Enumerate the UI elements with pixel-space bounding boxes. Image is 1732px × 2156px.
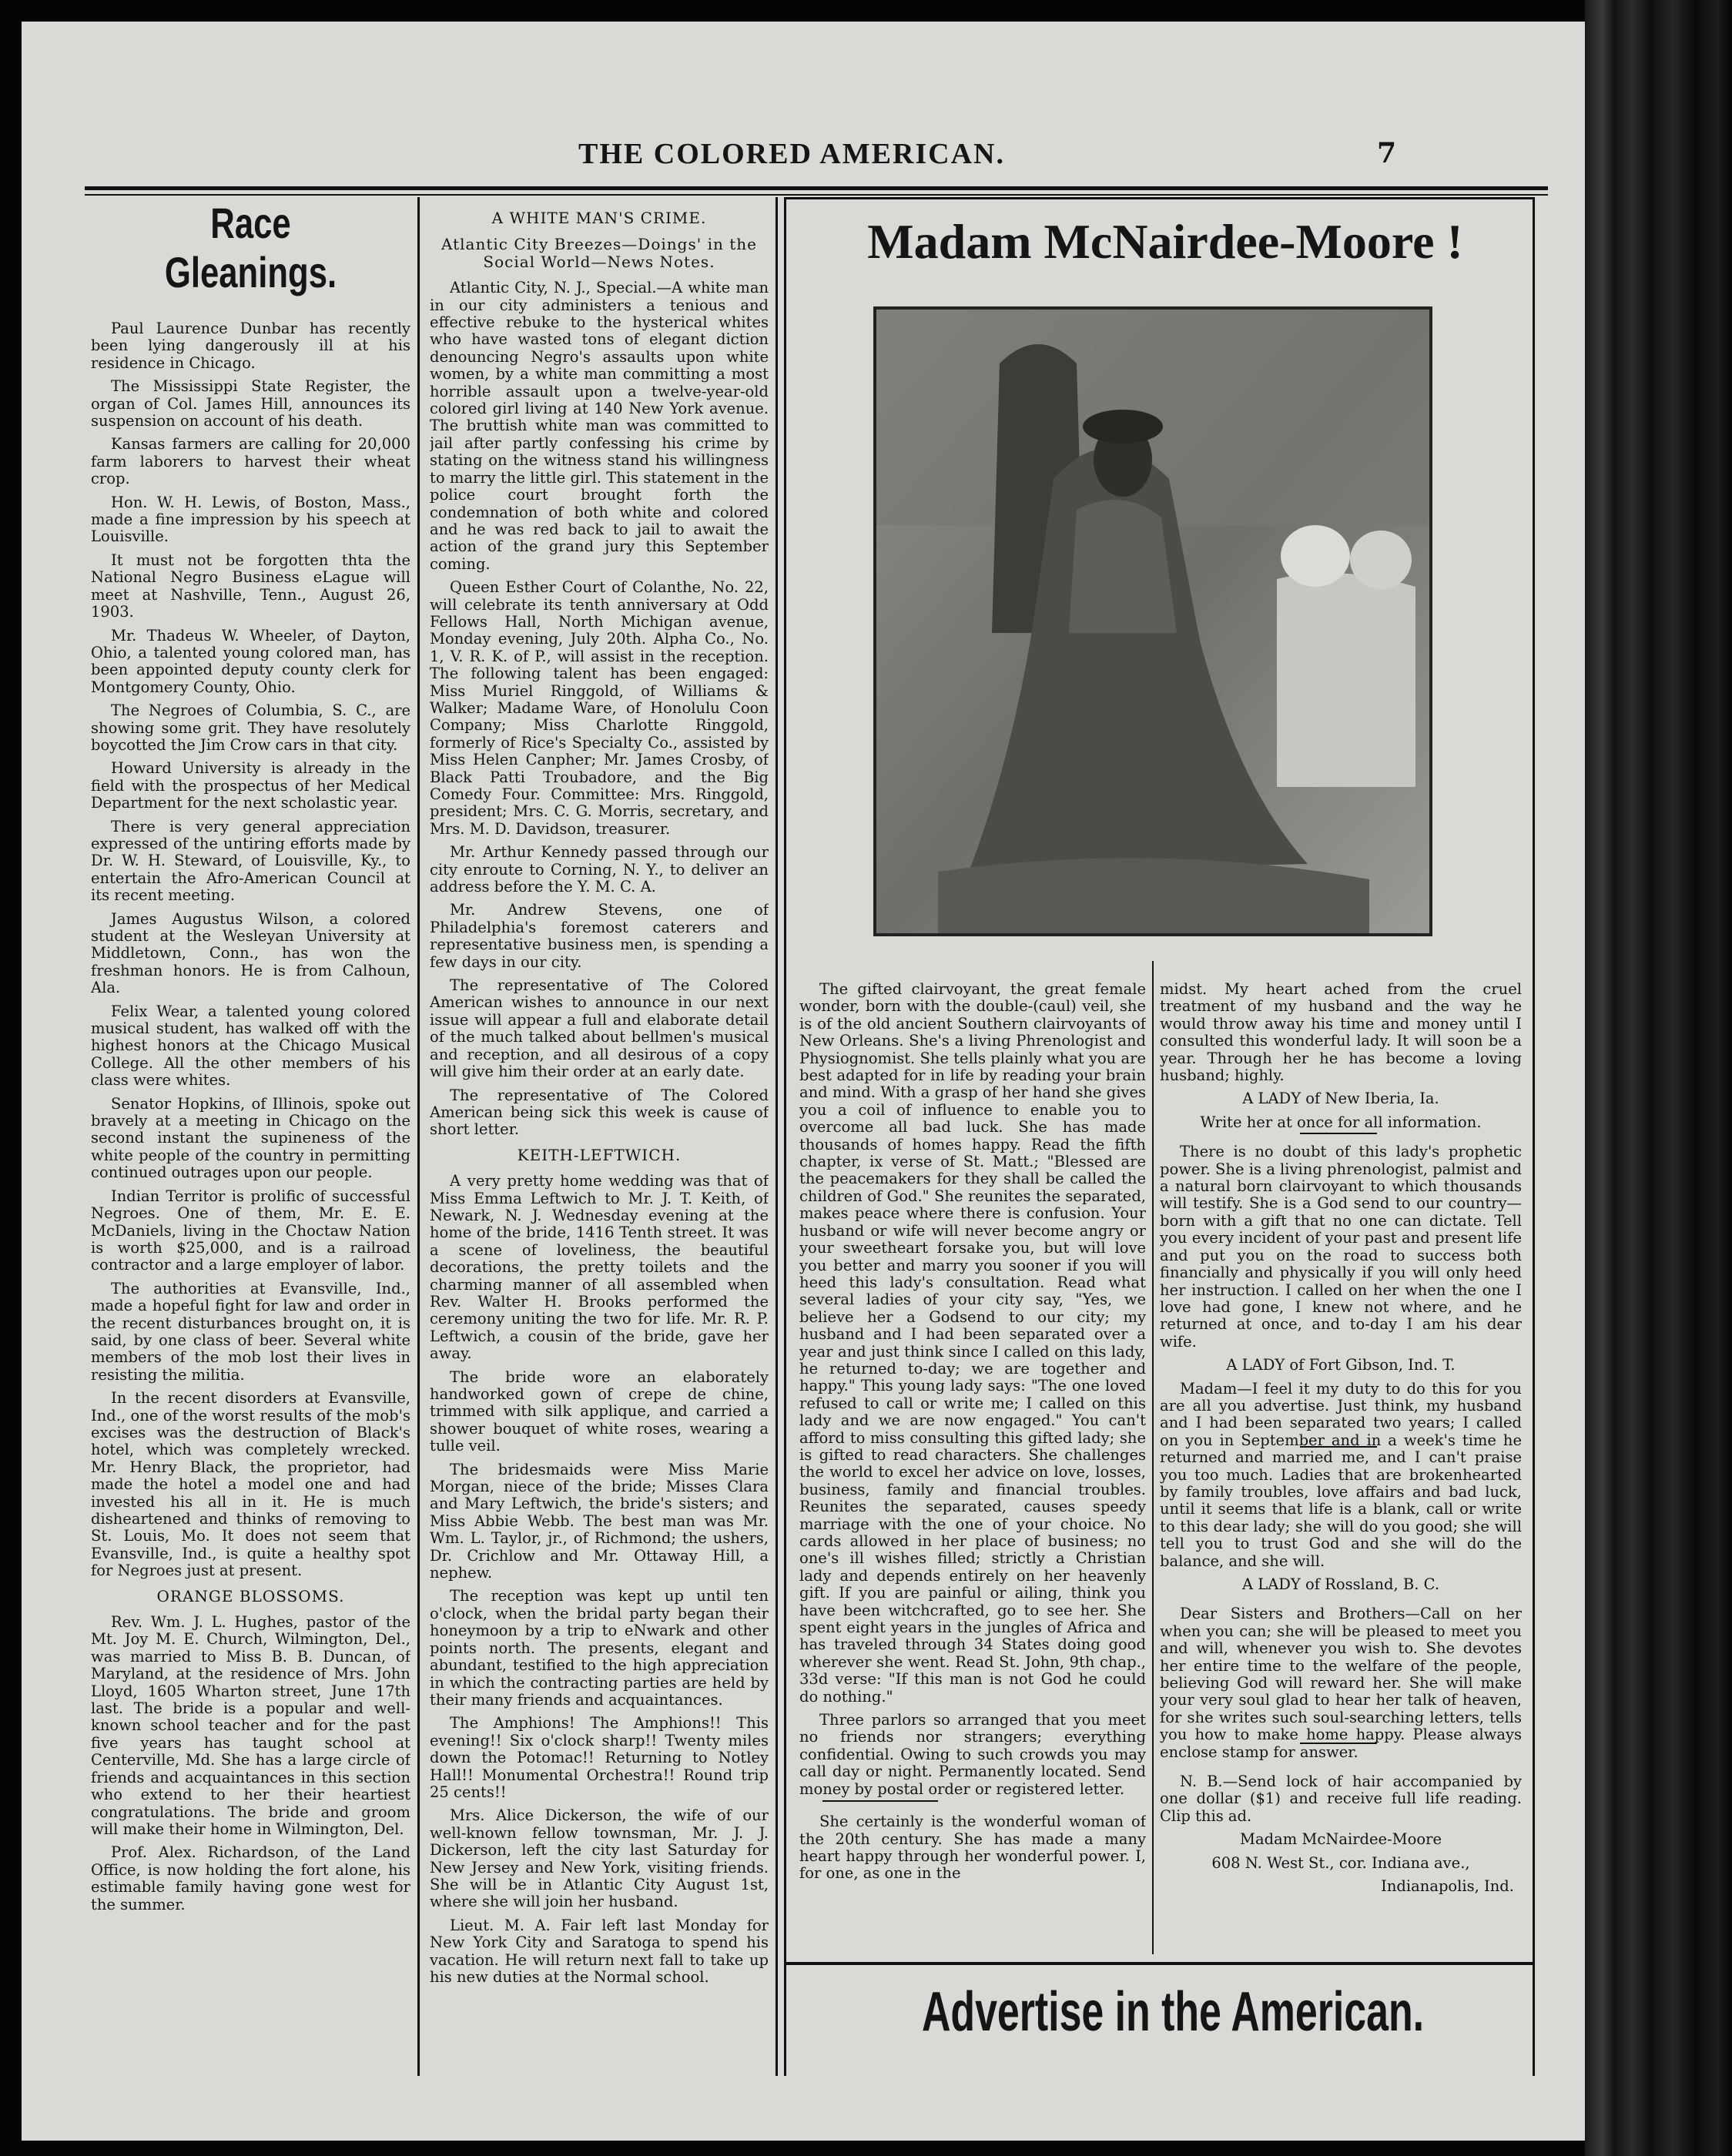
column-race-gleanings: [91, 199, 410, 2077]
ad-call-to-action: Write her at once for all information.: [1200, 1113, 1482, 1131]
newspaper-page: [22, 22, 1585, 2141]
news-item: In the recent disorders at Evansville, Ind., one of the worst results of the mob's excises was the destruction of Black's hotel, which was completely wrecked. Mr. Henry Black, the proprietor, had made the hotel a model one and had invested his all in it. He is much disheartened and thinks of removing to St. Louis, Mo. It does not seem that Evansville, Ind., is quite a healthy spot for Negroes just at present.: [91, 1389, 410, 1580]
ad-text: She certainly is the wonderful woman of the 20th century. She has made a many heart happy through her wonderful power. I, for one, as one in the: [799, 1813, 1146, 1883]
news-item: Senator Hopkins, of Illinois, spoke out bravely at a meeting in Chicago on the second instant the supineness of the white people of the country in permitting continued outrages upon our people.: [91, 1094, 410, 1182]
portrait-illustration: [876, 310, 1429, 933]
ad-left-column: [799, 981, 1146, 1959]
top-rule-thin: [85, 194, 1548, 196]
ad-text: Madam—I feel it my duty to do this for you are all you advertise. Just think, my husband and I had been separated two years; I called on you in September and in a week's time he returned and married me, and I can't praise you too much. Ladies that are brokenhearted by family troubles, love affairs and bad luck, until it seems that life is a blank, call or write to this dear lady; she will do you good; she will tell you to trust God and she will do the balance, and she will.: [1160, 1379, 1522, 1570]
book-binding-edge: [1585, 0, 1732, 2156]
advertise-banner: Advertise in the American.: [921, 1981, 1425, 2043]
top-rule: [85, 186, 1548, 190]
ad-frame-left: [784, 197, 786, 2076]
ad-text: Three parlors so arranged that you meet no friends nor strangers; everything confidential. Owing to such crowds you may call day or night. Permanently located. Send money by postal order or registered letter.: [799, 1711, 1146, 1798]
ad-text: midst. My heart ached from the cruel treatment of my husband and the way he would throw away his time and money until I consulted this wonderful lady. It will soon be a year. Through her he has become a loving husband; highly.: [1160, 981, 1522, 1085]
news-item: Mr. Andrew Stevens, one of Philadelphia's foremost caterers and representative business men, is spending a few days in our city.: [430, 901, 769, 971]
news-item: A very pretty home wedding was that of Miss Emma Leftwich to Mr. J. T. Keith, of Newark, N. J. Wednesday evening at the home of the bride, 1416 Tenth street. It was a scene of loveliness, the beautiful decorations, the pretty toilets and the charming manner of all assembled when Rev. Walter H. Brooks performed the ceremony uniting the two for life. Mr. R. P. Leftwich, a cousin of the bride, gave her away.: [430, 1172, 769, 1363]
news-item: Prof. Alex. Richardson, of the Land Office, is now holding the fort alone, his estimable family having gone west for the summer.: [91, 1843, 410, 1913]
testimonial-signature: A LADY of Fort Gibson, Ind. T.: [1226, 1356, 1456, 1374]
ad-title: Madam McNairdee-Moore !: [867, 214, 1463, 269]
news-item: Kansas farmers are calling for 20,000 farm laborers to harvest their wheat crop.: [91, 435, 410, 488]
news-item: The Amphions! The Amphions!! This evening!! Six o'clock sharp!! Twenty miles down the Potomac!! Returning to Notley Hall!! Monumental Orchestra!! Round trip 25 cents!!: [430, 1714, 769, 1801]
news-item: Paul Laurence Dunbar has recently been lying dangerously ill at his residence in Chicago.: [91, 320, 410, 372]
news-item: Indian Territor is prolific of successful Negroes. One of them, Mr. E. E. McDaniels, living in the Choctaw Nation is worth $25,000, and is a railroad contractor and a large employer of labor.: [91, 1187, 410, 1274]
ad-address-name: Madam McNairdee-Moore: [1240, 1830, 1442, 1849]
news-item: The reception was kept up until ten o'clock, when the bridal party began their honeymoon by a trip to eNwark and other points north. The presents, elegant and abundant, testified to the high appreciation in which the contracting parties are held by their many friends and acquaintances.: [430, 1587, 769, 1709]
news-item: Mrs. Alice Dickerson, the wife of our well-known fellow townsman, Mr. J. J. Dickerson, left the city last Saturday for New Jersey and New York, visiting friends. She will be in Atlantic City August 1st, where she will join her husband.: [430, 1806, 769, 1911]
news-item: Hon. W. H. Lewis, of Boston, Mass., made a fine impression by his speech at Louisville.: [91, 493, 410, 546]
news-item: Lieut. M. A. Fair left last Monday for New York City and Saratoga to spend his vacation. He will return next fall to take up his new duties at the Normal school.: [430, 1916, 769, 1986]
news-item: Rev. Wm. J. L. Hughes, pastor of the Mt. Joy M. E. Church, Wilmington, Del., was married to Miss B. B. Duncan, of Maryland, at the residence of Mrs. John Lloyd, 1605 Wharton street, June 17th last. The bride is a popular and well-known school teacher and for the past five years has taught school at Centerville, Md. She has a large circle of friends and acquaintances in this section who extend to her their heartiest congratulations. The bride and groom will make their home in Wilmington, Del.: [91, 1613, 410, 1838]
news-item: The Mississippi State Register, the organ of Col. James Hill, announces its suspension on account of his death.: [91, 377, 410, 430]
keith-leftwich-heading: KEITH-LEFTWICH.: [517, 1145, 682, 1164]
white-mans-crime-heading: A WHITE MAN'S CRIME.: [491, 209, 707, 227]
testimonial-signature: A LADY of New Iberia, Ia.: [1242, 1090, 1439, 1108]
orange-blossoms-heading: ORANGE BLOSSOMS.: [156, 1586, 345, 1605]
atlantic-city-subheading: Atlantic City Breezes—Doings' in the Social World—News Notes.: [441, 235, 757, 271]
news-item: Felix Wear, a talented young colored musical student, has walked off with the highest honors at the Chicago Musical College. All the other members of his class were whites.: [91, 1002, 410, 1090]
ad-frame-top: [784, 197, 1535, 199]
news-item: The representative of The Colored American being sick this week is cause of short letter.: [430, 1086, 769, 1139]
news-item: Mr. Arthur Kennedy passed through our city enroute to Corning, N. Y., to deliver an address before the Y. M. C. A.: [430, 843, 769, 896]
news-item: Mr. Thadeus W. Wheeler, of Dayton, Ohio, a talented young colored man, has been appointed deputy county clerk for Montgomery County, Ohio.: [91, 626, 410, 696]
news-item: Atlantic City, N. J., Special.—A white man in our city administers a tenious and effective rebuke to the hysterical whites who have wasted tons of elegant diction denouncing Negro's assaults upon white women, by a white man committing a most horrible assault upon a twelve-year-old colored girl living at 140 New York avenue. The bruttish white man was committed to jail after partly confessing his crime by stating on the witness stand his willingness to marry the little girl. This statement in the police court brought forth the condemnation of both white and colored and he was red back to jail to await the action of the grand jury this September coming.: [430, 279, 769, 573]
news-item: The bride wore an elaborately handworked gown of crepe de chine, trimmed with silk applique, and carried a shower bouquet of white roses, wearing a tulle veil.: [430, 1368, 769, 1455]
portrait-photo: [873, 306, 1432, 936]
news-item: Queen Esther Court of Colanthe, No. 22, will celebrate its tenth anniversary at Odd Fellows Hall, North Michigan avenue, Monday evening, July 20th. Alpha Co., No. 1, V. R. K. of P., will assist in the reception. The following talent has been engaged: Miss Muriel Ringgold, of Williams & Walker; Madame Ware, of Honolulu Coon Company; Miss Charlotte Ringgold, formerly of Rice's Specialty Co., assisted by Miss Helen Canpher; Mr. James Crosby, of Black Patti Troubadore, and the Big Comedy Four. Committee: Mrs. Ringgold, president; Mrs. C. G. Morris, secretary, and Mrs. M. D. Davidson, treasurer.: [430, 578, 769, 838]
column-white-mans-crime: [430, 202, 769, 2081]
ad-address-street: 608 N. West St., cor. Indiana ave.,: [1211, 1853, 1470, 1872]
news-item: There is very general appreciation expressed of the untiring efforts made by Dr. W. H. Steward, of Louisville, Ky., to entertain the Afro-American Council at its recent meeting.: [91, 817, 410, 905]
masthead: THE COLORED AMERICAN.: [578, 138, 1005, 170]
page-number: 7: [1377, 137, 1397, 169]
news-item: It must not be forgotten thta the National Negro Business eLague will meet at Nashville, Tenn., August 26, 1903.: [91, 551, 410, 621]
ad-text: The gifted clairvoyant, the great female wonder, born with the double-(caul) veil, she is of the old ancient Southern clairvoyants of New Orleans. She's a living Phrenologist and Physiognomist. She tells plainly what you are best adapted for in life by reading your brain and mind. With a grasp of her hand she gives you a coil of influence to enable you to overcome all bad luck. She has made thousands of homes happy. Read the fifth chapter, ix verse of St. Matt.; "Blessed are the peacemakers for they shall be called the children of God." She reunites the separated, makes peace where there is confusion. Your husband or wife will never become angry or your sweetheart forsake you, but will love you better and marry you sooner if you will heed this lady's consultation. Read what several ladies of your city say, "Yes, we believe her a Godsend to our city; my husband and I had been separated over a year and just think since I called on this lady, he returned to-day; we are together and happy." This young lady says: "The one loved refused to call or write me; I called on this lady and we are now engaged." You can't afford to miss consulting this gifted lady; she is gifted to read characters. She challenges the world to excel her advice on love, losses, business, family and financial troubles. Reunites the separated, causes speedy marriage with the one of your choice. No cards allowed in her place of business; no one's ill wishes filled; strictly a Christian lady and depends entirely on her heavenly gift. If you are painful or ailing, think you have been witchcrafted, go to see her. She spent eight years in the jungles of Africa and has traveled through 34 States doing good wherever she went. Read St. John, 9th chap., 33d verse: "If this man is not God he could do nothing.": [799, 981, 1146, 1706]
race-gleanings-heading: Race Gleanings.: [164, 199, 337, 296]
news-item: The authorities at Evansville, Ind., made a hopeful fight for law and order in the recent disturbances brought on, it is said, by one class of beer. Several white members of the mob lost their lives in resisting the militia.: [91, 1279, 410, 1384]
news-item: The bridesmaids were Miss Marie Morgan, niece of the bride; Misses Clara and Mary Leftwich, the bride's sisters; and Miss Abbie Webb. The best man was Mr. Wm. L. Taylor, jr., of Richmond; the ushers, Dr. Crichlow and Mr. Ottaway Hill, a nephew.: [430, 1460, 769, 1582]
news-item: James Augustus Wilson, a colored student at the Wesleyan University at Middletown, Conn., has won the freshman honors. He is from Calhoun, Ala.: [91, 909, 410, 997]
ad-frame-right: [1533, 197, 1535, 2076]
ad-text: There is no doubt of this lady's prophetic power. She is a living phrenologist, palmist and a natural born clairvoyant to which thousands will testify. She is a God send to our country—born with a gift that no one can dictate. Tell you every incident of your past and present life and put you on the road to success both financially and physically if you will only heed her instruction. I called on her when the one I love had gone, I knew not where, and he returned at once, and to-day I am his dear wife.: [1160, 1143, 1522, 1351]
news-item: The Negroes of Columbia, S. C., are showing some grit. They have resolutely boycotted the Jim Crow cars in that city.: [91, 701, 410, 754]
ad-text: Dear Sisters and Brothers—Call on her when you can; she will be pleased to meet you and will, whenever you wish to. She devotes her entire time to the welfare of the people, believing God will reward her. She will make your very soul glad to hear her talk of heaven, for she writes such soul-searching letters, tells you how to make home happy. Please always enclose stamp for answer.: [1160, 1605, 1522, 1761]
news-item: Howard University is already in the field with the prospectus of her Medical Department for the next scholastic year.: [91, 759, 410, 812]
ad-address-city: Indianapolis, Ind.: [1381, 1877, 1514, 1896]
testimonial-signature: A LADY of Rossland, B. C.: [1241, 1575, 1440, 1593]
news-item: The representative of The Colored American wishes to announce in our next issue will appear a full and elaborate detail of the much talked about bellmen's musical and reception, and all desirous of a copy will give him their order at an early date.: [430, 976, 769, 1081]
column-rule-2: [776, 197, 778, 2076]
ad-note: N. B.—Send lock of hair accompanied by one dollar ($1) and receive full life reading. Clip this ad.: [1160, 1773, 1522, 1825]
ad-right-column: [1160, 981, 1522, 1959]
ad-column-rule: [1152, 961, 1154, 1954]
ad-divider: [784, 1962, 1535, 1965]
column-rule-1: [417, 197, 420, 2076]
